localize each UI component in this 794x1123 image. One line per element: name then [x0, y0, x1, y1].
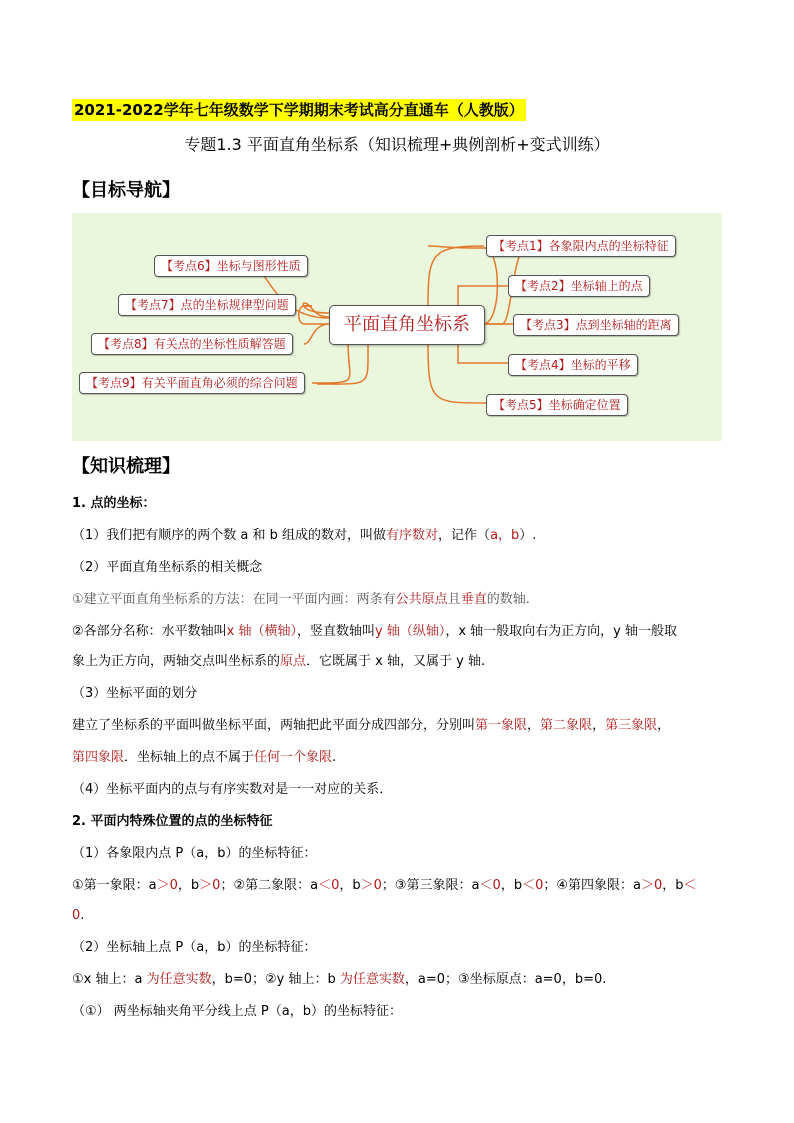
paragraph-axis-names: ②各部分名称：水平数轴叫x 轴（横轴），竖直数轴叫y 轴（纵轴），x 轴一般取向右为正方向，y 轴一般取: [72, 624, 677, 639]
section-knowledge-heading: 【知识梳理】: [72, 456, 180, 477]
mindmap-node-kaodian-3: 【考点3】点到坐标轴的距离: [513, 314, 679, 336]
mindmap: [72, 213, 722, 441]
paragraph-axis-points-title: （2）坐标轴上点 P（a，b）的坐标特征：: [72, 940, 317, 955]
heading-special-points: 2. 平面内特殊位置的点的坐标特征: [72, 814, 273, 829]
paragraph-ordered-pair: （1）我们把有顺序的两个数 a 和 b 组成的数对，叫做有序数对，记作（a，b）.: [72, 528, 537, 543]
mindmap-node-kaodian-7: 【考点7】点的坐标规律型问题: [118, 294, 296, 316]
mindmap-node-kaodian-2: 【考点2】坐标轴上的点: [508, 275, 650, 297]
paragraph-method: ①建立平面直角坐标系的方法：在同一平面内画：两条有公共原点且垂直的数轴.: [72, 592, 530, 607]
mindmap-node-kaodian-8: 【考点8】有关点的坐标性质解答题: [91, 333, 293, 355]
document-header-title: 2021-2022学年七年级数学下学期期末考试高分直通车（人教版）: [74, 101, 524, 119]
mindmap-node-kaodian-5: 【考点5】坐标确定位置: [486, 394, 628, 416]
paragraph-quadrant-features-cont: 0.: [72, 908, 85, 923]
mindmap-node-kaodian-1: 【考点1】各象限内点的坐标特征: [486, 235, 676, 257]
paragraph-quadrants-cont: 第四象限．坐标轴上的点不属于任何一个象限.: [72, 750, 337, 765]
paragraph-concepts: （2）平面直角坐标系的相关概念: [72, 560, 263, 575]
paragraph-origin: 象上为正方向，两轴交点叫坐标系的原点．它既属于 x 轴，又属于 y 轴.: [72, 654, 486, 669]
paragraph-bisector-title: （①） 两坐标轴夹角平分线上点 P（a，b）的坐标特征：: [72, 1004, 402, 1019]
mindmap-node-kaodian-4: 【考点4】坐标的平移: [508, 354, 638, 376]
mindmap-center-node: 平面直角坐标系: [329, 305, 485, 345]
mindmap-node-kaodian-9: 【考点9】有关平面直角必须的综合问题: [79, 372, 305, 394]
section-goals-heading: 【目标导航】: [72, 180, 180, 201]
paragraph-quadrant-features: ①第一象限：a＞0，b＞0；②第二象限：a＜0，b＞0；③第三象限：a＜0，b＜0；④第四象限：a＞0，b＜: [72, 878, 697, 893]
mindmap-node-kaodian-6: 【考点6】坐标与图形性质: [154, 255, 308, 277]
heading-point-coordinates: 1. 点的坐标：: [72, 496, 156, 511]
paragraph-axis-points: ①x 轴上：a 为任意实数，b=0；②y 轴上：b 为任意实数，a=0；③坐标原点：a=0，b=0.: [72, 972, 607, 987]
paragraph-one-to-one: （4）坐标平面内的点与有序实数对是一一对应的关系．: [72, 782, 393, 797]
paragraph-quadrant-features-title: （1）各象限内点 P（a，b）的坐标特征：: [72, 846, 317, 861]
paragraph-plane-division-title: （3）坐标平面的划分: [72, 686, 198, 701]
paragraph-quadrants: 建立了坐标系的平面叫做坐标平面，两轴把此平面分成四部分，分别叫第一象限，第二象限，第三象限，: [72, 718, 671, 733]
document-subtitle: 专题1.3 平面直角坐标系（知识梳理+典例剖析+变式训练）: [184, 135, 610, 154]
